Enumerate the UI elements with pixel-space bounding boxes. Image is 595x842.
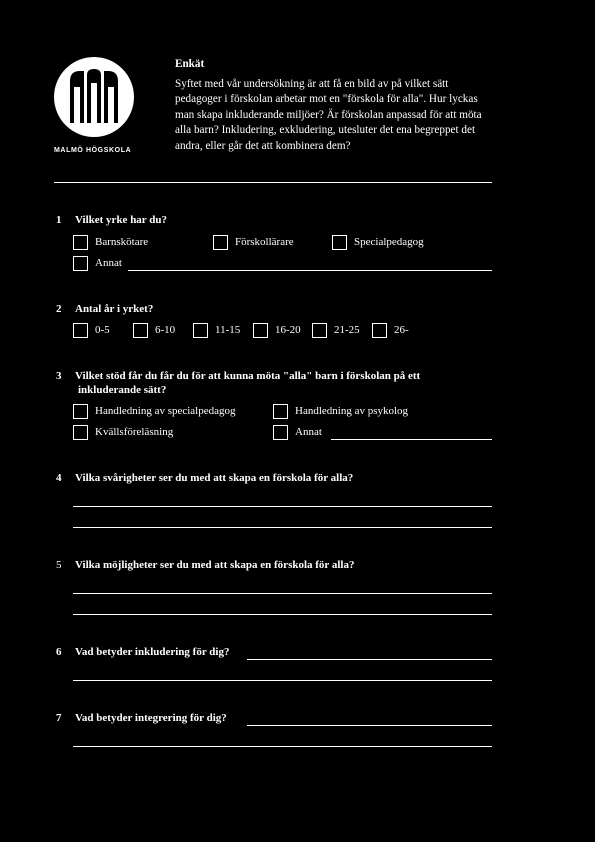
option-label: Handledning av specialpedagog xyxy=(95,405,236,417)
question-number: 7 xyxy=(56,712,62,724)
question-number: 3 xyxy=(56,370,62,382)
answer-line[interactable] xyxy=(247,725,492,726)
checkbox-kvallsforelasning[interactable] xyxy=(73,425,88,440)
question-1 xyxy=(0,214,595,230)
checkbox-21-25[interactable] xyxy=(312,323,327,338)
question-text: Vad betyder inkludering för dig? xyxy=(75,646,230,658)
option-label: 21-25 xyxy=(334,324,360,336)
checkbox-annat[interactable] xyxy=(73,256,88,271)
question-text: Vilket yrke har du? xyxy=(75,214,167,226)
option-label: 0-5 xyxy=(95,324,110,336)
answer-line[interactable] xyxy=(73,746,492,747)
option-label: Specialpedagog xyxy=(354,236,424,248)
question-number: 5 xyxy=(56,559,62,571)
question-4 xyxy=(0,472,595,488)
checkbox-barnskotare[interactable] xyxy=(73,235,88,250)
question-text: Vilka möjligheter ser du med att skapa en förskola för alla? xyxy=(75,559,355,571)
survey-title: Enkät xyxy=(175,58,205,70)
intro-section xyxy=(175,57,495,154)
checkbox-0-5[interactable] xyxy=(73,323,88,338)
question-text-continued: inkluderande sätt? xyxy=(78,384,167,396)
option-label: Annat xyxy=(295,426,322,438)
header-divider xyxy=(54,182,492,183)
option-label: Förskollärare xyxy=(235,236,294,248)
checkbox-handledning-specialpedagog[interactable] xyxy=(73,404,88,419)
question-2 xyxy=(0,303,595,319)
checkbox-handledning-psykolog[interactable] xyxy=(273,404,288,419)
answer-line[interactable] xyxy=(73,680,492,681)
question-number: 4 xyxy=(56,472,62,484)
logo-wordmark: MALMÖ HÖGSKOLA xyxy=(54,147,132,154)
malmo-hogskola-logo xyxy=(54,57,134,154)
checkbox-6-10[interactable] xyxy=(133,323,148,338)
option-label: Barnskötare xyxy=(95,236,149,248)
annat-input-line[interactable] xyxy=(331,439,492,440)
checkbox-annat[interactable] xyxy=(273,425,288,440)
option-label: 16-20 xyxy=(275,324,301,336)
answer-line[interactable] xyxy=(73,527,492,528)
checkbox-forskollarare[interactable] xyxy=(213,235,228,250)
option-label: 6-10 xyxy=(155,324,176,336)
option-label: Kvällsföreläsning xyxy=(95,426,174,438)
checkbox-26[interactable] xyxy=(372,323,387,338)
option-label: Handledning av psykolog xyxy=(295,405,409,417)
question-text: Vilka svårigheter ser du med att skapa en förskola för alla? xyxy=(75,472,354,484)
option-label: 26- xyxy=(394,324,409,336)
question-number: 2 xyxy=(56,303,62,315)
answer-line[interactable] xyxy=(247,659,492,660)
checkbox-11-15[interactable] xyxy=(193,323,208,338)
checkbox-16-20[interactable] xyxy=(253,323,268,338)
question-text: Antal år i yrket? xyxy=(75,303,154,315)
intro-text: Syftet med vår undersökning är att få en bild av på vilket sätt pedagoger i förskolan arbetar mot en "förskola för alla". Hur lyckas man skapa inkluderande miljöer? Är förskolan anpassad för att möta alla barn? Inkludering, exkludering, utesluter det ena begreppet det andra, eller går det att kombinera dem? xyxy=(175,77,482,152)
answer-line[interactable] xyxy=(73,506,492,507)
answer-line[interactable] xyxy=(73,614,492,615)
annat-input-line[interactable] xyxy=(128,270,492,271)
checkbox-specialpedagog[interactable] xyxy=(332,235,347,250)
question-number: 6 xyxy=(56,646,62,658)
logo-emblem-icon xyxy=(54,57,134,137)
question-text: Vad betyder integrering för dig? xyxy=(75,712,227,724)
question-5 xyxy=(0,559,595,575)
question-text: Vilket stöd får du får du för att kunna möta "alla" barn i förskolan på ett xyxy=(75,370,421,382)
option-label: Annat xyxy=(95,257,122,269)
answer-line[interactable] xyxy=(73,593,492,594)
question-number: 1 xyxy=(56,214,62,226)
option-label: 11-15 xyxy=(215,324,241,336)
